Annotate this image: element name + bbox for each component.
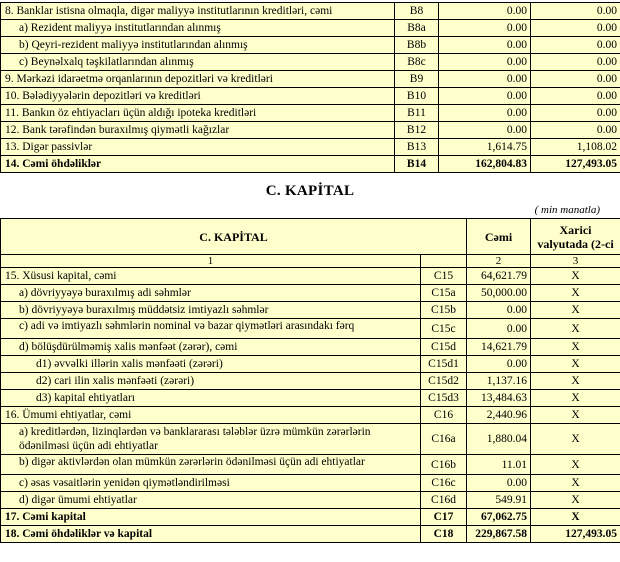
row-code: C15d3 <box>421 390 467 407</box>
row-total-value: 0.00 <box>439 54 531 71</box>
row-code: C18 <box>421 526 467 543</box>
column-number-1: 1 <box>1 255 421 268</box>
capital-row-C15a <box>1 285 620 302</box>
row-label: 8. Banklar istisna olmaqla, digər maliyyə institutlarının kreditləri, cəmi <box>5 5 333 17</box>
capital-row-C16b <box>1 455 620 475</box>
liabilities-row-B8a <box>1 20 620 37</box>
row-total-value: 0.00 <box>467 475 531 492</box>
row-label-cell <box>1 356 421 373</box>
capital-row-C15c <box>1 319 620 339</box>
row-foreign-value: 0.00 <box>531 122 620 139</box>
capital-table-header <box>1 219 620 268</box>
row-label-cell <box>1 156 395 173</box>
row-total-value: 64,621.79 <box>467 268 531 285</box>
row-label: 13. Digər passivlər <box>5 141 93 153</box>
capital-row-C15b <box>1 302 620 319</box>
row-label-cell <box>1 455 421 475</box>
row-total-value: 229,867.58 <box>467 526 531 543</box>
row-foreign-value: X <box>531 407 620 424</box>
capital-table-body <box>1 268 620 543</box>
row-code: C15d <box>421 339 467 356</box>
row-total-value: 0.00 <box>467 356 531 373</box>
row-foreign-value: 127,493.05 <box>531 526 620 543</box>
row-label: 10. Bələdiyyələrin depozitləri və kreditləri <box>5 90 201 102</box>
capital-header-row <box>1 219 620 255</box>
row-code: B8 <box>395 3 439 20</box>
liabilities-row-B14 <box>1 156 620 173</box>
liabilities-row-B13 <box>1 139 620 156</box>
capital-row-C18 <box>1 526 620 543</box>
row-code: C15a <box>421 285 467 302</box>
row-label-cell <box>1 509 421 526</box>
capital-row-C17 <box>1 509 620 526</box>
row-total-value: 0.00 <box>439 71 531 88</box>
row-label: d1) əvvəlki illərin xalis mənfəəti (zərəri) <box>36 358 223 370</box>
capital-row-C15d <box>1 339 620 356</box>
row-foreign-value: X <box>531 319 620 339</box>
row-label: d) bölüşdürülməmiş xalis mənfəət (zərər), cəmi <box>19 341 238 353</box>
capital-row-C16c <box>1 475 620 492</box>
row-foreign-value: X <box>531 268 620 285</box>
capital-row-C15d1 <box>1 356 620 373</box>
row-label: c) əsas vəsaitlərin yenidən qiymətləndirilməsi <box>19 477 230 489</box>
row-label: d2) cari ilin xalis mənfəəti (zərəri) <box>36 375 195 387</box>
section-title: C. KAPİTAL <box>265 183 355 199</box>
row-foreign-value: 0.00 <box>531 3 620 20</box>
row-total-value: 0.00 <box>439 37 531 54</box>
row-label-cell <box>1 122 395 139</box>
capital-column-number-row <box>1 255 620 268</box>
liabilities-row-B12 <box>1 122 620 139</box>
row-label-cell <box>1 526 421 543</box>
row-foreign-value: 0.00 <box>531 54 620 71</box>
row-total-value: 2,440.96 <box>467 407 531 424</box>
row-total-value: 0.00 <box>439 105 531 122</box>
row-label: b) digər aktivlərdən olan mümkün zərərlərin ödənilməsi üçün adi ehtiyatlar <box>19 456 365 468</box>
row-total-value: 0.00 <box>439 3 531 20</box>
row-foreign-value: X <box>531 285 620 302</box>
row-code: B8a <box>395 20 439 37</box>
row-label-cell <box>1 54 395 71</box>
row-foreign-value: X <box>531 390 620 407</box>
row-label: 16. Ümumi ehtiyatlar, cəmi <box>5 409 132 421</box>
row-foreign-value: X <box>531 509 620 526</box>
row-label: d3) kapital ehtiyatları <box>36 392 135 404</box>
column-number-code <box>421 255 467 268</box>
capital-row-C15d2 <box>1 373 620 390</box>
liabilities-row-B8c <box>1 54 620 71</box>
row-foreign-value: X <box>531 302 620 319</box>
row-code: B9 <box>395 71 439 88</box>
row-foreign-value: X <box>531 455 620 475</box>
capital-row-C16d <box>1 492 620 509</box>
capital-column-foreign-label: Xarici valyutada (2-ci <box>531 219 620 255</box>
row-code: B12 <box>395 122 439 139</box>
capital-row-C15d3 <box>1 390 620 407</box>
row-code: B14 <box>395 156 439 173</box>
row-total-value: 1,137.16 <box>467 373 531 390</box>
capital-column-total-label: Cəmi <box>467 219 531 255</box>
row-label-cell <box>1 88 395 105</box>
row-code: C15b <box>421 302 467 319</box>
row-foreign-value: 0.00 <box>531 88 620 105</box>
row-label-cell <box>1 139 395 156</box>
row-label: c) adi və imtiyazlı səhmlərin nominal və bazar qiymətləri arasındakı fərq <box>19 320 355 332</box>
row-label-cell <box>1 319 421 339</box>
row-label: 9. Mərkəzi idarəetmə orqanlarının depozitləri və kreditləri <box>5 73 273 85</box>
row-label-cell <box>1 20 395 37</box>
liabilities-row-B9 <box>1 71 620 88</box>
capital-table-title: C. KAPİTAL <box>1 219 467 255</box>
row-label-cell <box>1 285 421 302</box>
column-number-2: 2 <box>467 255 531 268</box>
row-total-value: 0.00 <box>439 122 531 139</box>
row-label-cell <box>1 475 421 492</box>
liabilities-row-B10 <box>1 88 620 105</box>
row-label-cell <box>1 3 395 20</box>
row-label-cell <box>1 407 421 424</box>
row-total-value: 14,621.79 <box>467 339 531 356</box>
row-code: B10 <box>395 88 439 105</box>
row-label-cell <box>1 302 421 319</box>
liabilities-row-B8 <box>1 3 620 20</box>
row-code: B8c <box>395 54 439 71</box>
row-total-value: 50,000.00 <box>467 285 531 302</box>
liabilities-row-B11 <box>1 105 620 122</box>
row-foreign-value: 0.00 <box>531 20 620 37</box>
row-code: C15 <box>421 268 467 285</box>
row-total-value: 0.00 <box>467 319 531 339</box>
row-foreign-value: 127,493.05 <box>531 156 620 173</box>
row-total-value: 13,484.63 <box>467 390 531 407</box>
row-foreign-value: X <box>531 373 620 390</box>
row-label-cell <box>1 424 421 455</box>
row-label-cell <box>1 37 395 54</box>
row-label-cell <box>1 268 421 285</box>
row-label: 12. Bank tərəfindən buraxılmış qiymətli kağızlar <box>5 124 230 136</box>
row-label-cell <box>1 339 421 356</box>
row-foreign-value: 0.00 <box>531 71 620 88</box>
row-foreign-value: 0.00 <box>531 37 620 54</box>
row-label-cell <box>1 390 421 407</box>
row-label: d) digər ümumi ehtiyatlar <box>19 494 137 506</box>
row-code: C16b <box>421 455 467 475</box>
row-code: C17 <box>421 509 467 526</box>
row-code: C16 <box>421 407 467 424</box>
row-label: a) dövriyyəyə buraxılmış adi səhmlər <box>19 287 191 299</box>
row-label-cell <box>1 105 395 122</box>
row-total-value: 162,804.83 <box>439 156 531 173</box>
row-label: 17. Cəmi kapital <box>5 511 86 523</box>
liabilities-table-body <box>1 3 620 173</box>
row-code: B13 <box>395 139 439 156</box>
row-foreign-value: 1,108.02 <box>531 139 620 156</box>
row-label: 14. Cəmi öhdəliklər <box>5 158 102 170</box>
row-label: 11. Bankın öz ehtiyacları üçün aldığı ipoteka kreditləri <box>5 107 257 119</box>
capital-row-C16a <box>1 424 620 455</box>
row-total-value: 11.01 <box>467 455 531 475</box>
capital-row-C16 <box>1 407 620 424</box>
row-label: 18. Cəmi öhdəliklər və kapital <box>5 528 153 540</box>
row-code: B8b <box>395 37 439 54</box>
row-foreign-value: X <box>531 339 620 356</box>
row-foreign-value: X <box>531 475 620 492</box>
row-total-value: 0.00 <box>439 88 531 105</box>
row-total-value: 1,614.75 <box>439 139 531 156</box>
liabilities-table <box>0 2 620 173</box>
capital-row-C15 <box>1 268 620 285</box>
row-code: B11 <box>395 105 439 122</box>
row-label-cell <box>1 373 421 390</box>
unit-note: ( min manatla) <box>534 204 600 216</box>
row-code: C15d1 <box>421 356 467 373</box>
row-total-value: 549.91 <box>467 492 531 509</box>
row-label: a) Rezident maliyyə institutlarından alınmış <box>19 22 221 34</box>
liabilities-row-B8b <box>1 37 620 54</box>
row-foreign-value: X <box>531 356 620 373</box>
row-label: b) dövriyyəyə buraxılmış müddətsiz imtiyazlı səhmlər <box>19 304 269 316</box>
row-foreign-value: 0.00 <box>531 105 620 122</box>
row-code: C15d2 <box>421 373 467 390</box>
column-number-3: 3 <box>531 255 620 268</box>
row-code: C16c <box>421 475 467 492</box>
row-foreign-value: X <box>531 492 620 509</box>
row-label: b) Qeyri-rezident maliyyə institutlarından alınmış <box>19 39 248 51</box>
row-total-value: 0.00 <box>439 20 531 37</box>
row-label: 15. Xüsusi kapital, cəmi <box>5 270 117 282</box>
row-label: a) kreditlərdən, lizinqlərdən və banklararası tələblər üzrə mümkün zərərlərin ödənilməsi üçün adi ehtiyatlar <box>19 426 371 452</box>
row-label-cell <box>1 71 395 88</box>
row-foreign-value: X <box>531 424 620 455</box>
row-code: C15c <box>421 319 467 339</box>
row-label: c) Beynəlxalq təşkilatlarından alınmış <box>19 56 194 68</box>
row-label-cell <box>1 492 421 509</box>
row-total-value: 67,062.75 <box>467 509 531 526</box>
row-code: C16d <box>421 492 467 509</box>
row-total-value: 1,880.04 <box>467 424 531 455</box>
row-total-value: 0.00 <box>467 302 531 319</box>
row-code: C16a <box>421 424 467 455</box>
capital-table <box>0 218 620 543</box>
